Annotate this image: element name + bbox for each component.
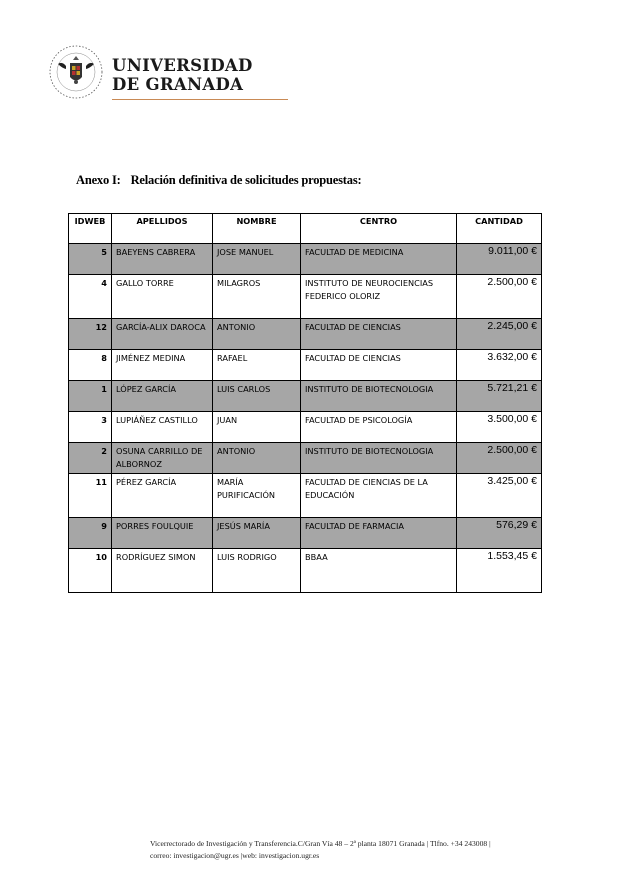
university-logo [48,44,253,108]
cell-apellidos: LUPIÁÑEZ CASTILLO [112,412,213,443]
cell-apellidos: JIMÉNEZ MEDINA [112,350,213,381]
cell-nombre: JOSE MANUEL [213,244,301,275]
cell-centro: FACULTAD DE MEDICINA [301,244,457,275]
logo-underline [112,99,288,100]
cell-nombre: JUAN [213,412,301,443]
cell-nombre: LUIS RODRIGO [213,549,301,593]
university-name [112,56,253,94]
cell-idweb: 12 [69,319,112,350]
cell-idweb: 4 [69,275,112,319]
cell-cantidad: 3.500,00 € [457,412,542,443]
page-footer [150,838,550,862]
annex-label: Anexo I: [76,173,121,187]
cell-cantidad: 3.425,00 € [457,474,542,518]
column-header-apellidos: APELLIDOS [112,214,213,244]
cell-idweb: 8 [69,350,112,381]
cell-cantidad: 576,29 € [457,518,542,549]
table-row [69,549,542,593]
table-row [69,412,542,443]
table-row [69,244,542,275]
cell-nombre: MARÍA PURIFICACIÓN [213,474,301,518]
cell-nombre: ANTONIO [213,319,301,350]
cell-cantidad: 3.632,00 € [457,350,542,381]
column-header-centro: CENTRO [301,214,457,244]
cell-cantidad: 2.500,00 € [457,275,542,319]
cell-cantidad: 9.011,00 € [457,244,542,275]
annex-heading: Relación definitiva de solicitudes propuestas: [130,173,362,187]
column-header-idweb: IDWEB [69,214,112,244]
cell-centro: FACULTAD DE CIENCIAS DE LA EDUCACIÓN [301,474,457,518]
cell-centro: INSTITUTO DE NEUROCIENCIAS FEDERICO OLORIZ [301,275,457,319]
table-row [69,474,542,518]
university-name-line2: DE GRANADA [112,75,244,94]
cell-nombre: MILAGROS [213,275,301,319]
cell-nombre: RAFAEL [213,350,301,381]
cell-cantidad: 2.500,00 € [457,443,542,474]
cell-centro: FACULTAD DE CIENCIAS [301,319,457,350]
footer-contact: correo: investigacion@ugr.es |web: investigacion.ugr.es [150,851,320,860]
cell-apellidos: PORRES FOULQUIE [112,518,213,549]
table-row [69,518,542,549]
cell-centro: FACULTAD DE CIENCIAS [301,350,457,381]
cell-nombre: ANTONIO [213,443,301,474]
cell-idweb: 9 [69,518,112,549]
cell-apellidos: LÓPEZ GARCÍA [112,381,213,412]
table-row [69,350,542,381]
cell-nombre: LUIS CARLOS [213,381,301,412]
cell-cantidad: 2.245,00 € [457,319,542,350]
cell-idweb: 2 [69,443,112,474]
cell-idweb: 3 [69,412,112,443]
university-seal-icon [48,44,104,100]
annex-title [76,173,361,188]
table-row [69,381,542,412]
cell-idweb: 11 [69,474,112,518]
cell-centro: BBAA [301,549,457,593]
cell-centro: FACULTAD DE PSICOLOGÍA [301,412,457,443]
cell-apellidos: OSUNA CARRILLO DE ALBORNOZ [112,443,213,474]
column-header-nombre: NOMBRE [213,214,301,244]
cell-centro: INSTITUTO DE BIOTECNOLOGIA [301,443,457,474]
cell-apellidos: GALLO TORRE [112,275,213,319]
cell-centro: INSTITUTO DE BIOTECNOLOGIA [301,381,457,412]
cell-idweb: 10 [69,549,112,593]
column-header-cantidad: CANTIDAD [457,214,542,244]
table-row [69,319,542,350]
cell-apellidos: RODRÍGUEZ SIMON [112,549,213,593]
cell-apellidos: BAEYENS CABRERA [112,244,213,275]
footer-address: Vicerrectorado de Investigación y Transferencia.C/Gran Vía 48 – 2ª planta 18071 Granada | Tlfno. +34 243008 | [150,839,491,848]
table-row [69,443,542,474]
university-name-line1: UNIVERSIDAD [112,56,253,75]
cell-idweb: 1 [69,381,112,412]
cell-idweb: 5 [69,244,112,275]
cell-nombre: JESÚS MARÍA [213,518,301,549]
cell-apellidos: GARCÍA-ALIX DAROCA [112,319,213,350]
cell-cantidad: 1.553,45 € [457,549,542,593]
table-header-row [69,214,542,244]
cell-centro: FACULTAD DE FARMACIA [301,518,457,549]
cell-cantidad: 5.721,21 € [457,381,542,412]
applications-table [68,213,542,593]
cell-apellidos: PÉREZ GARCÍA [112,474,213,518]
table-row [69,275,542,319]
